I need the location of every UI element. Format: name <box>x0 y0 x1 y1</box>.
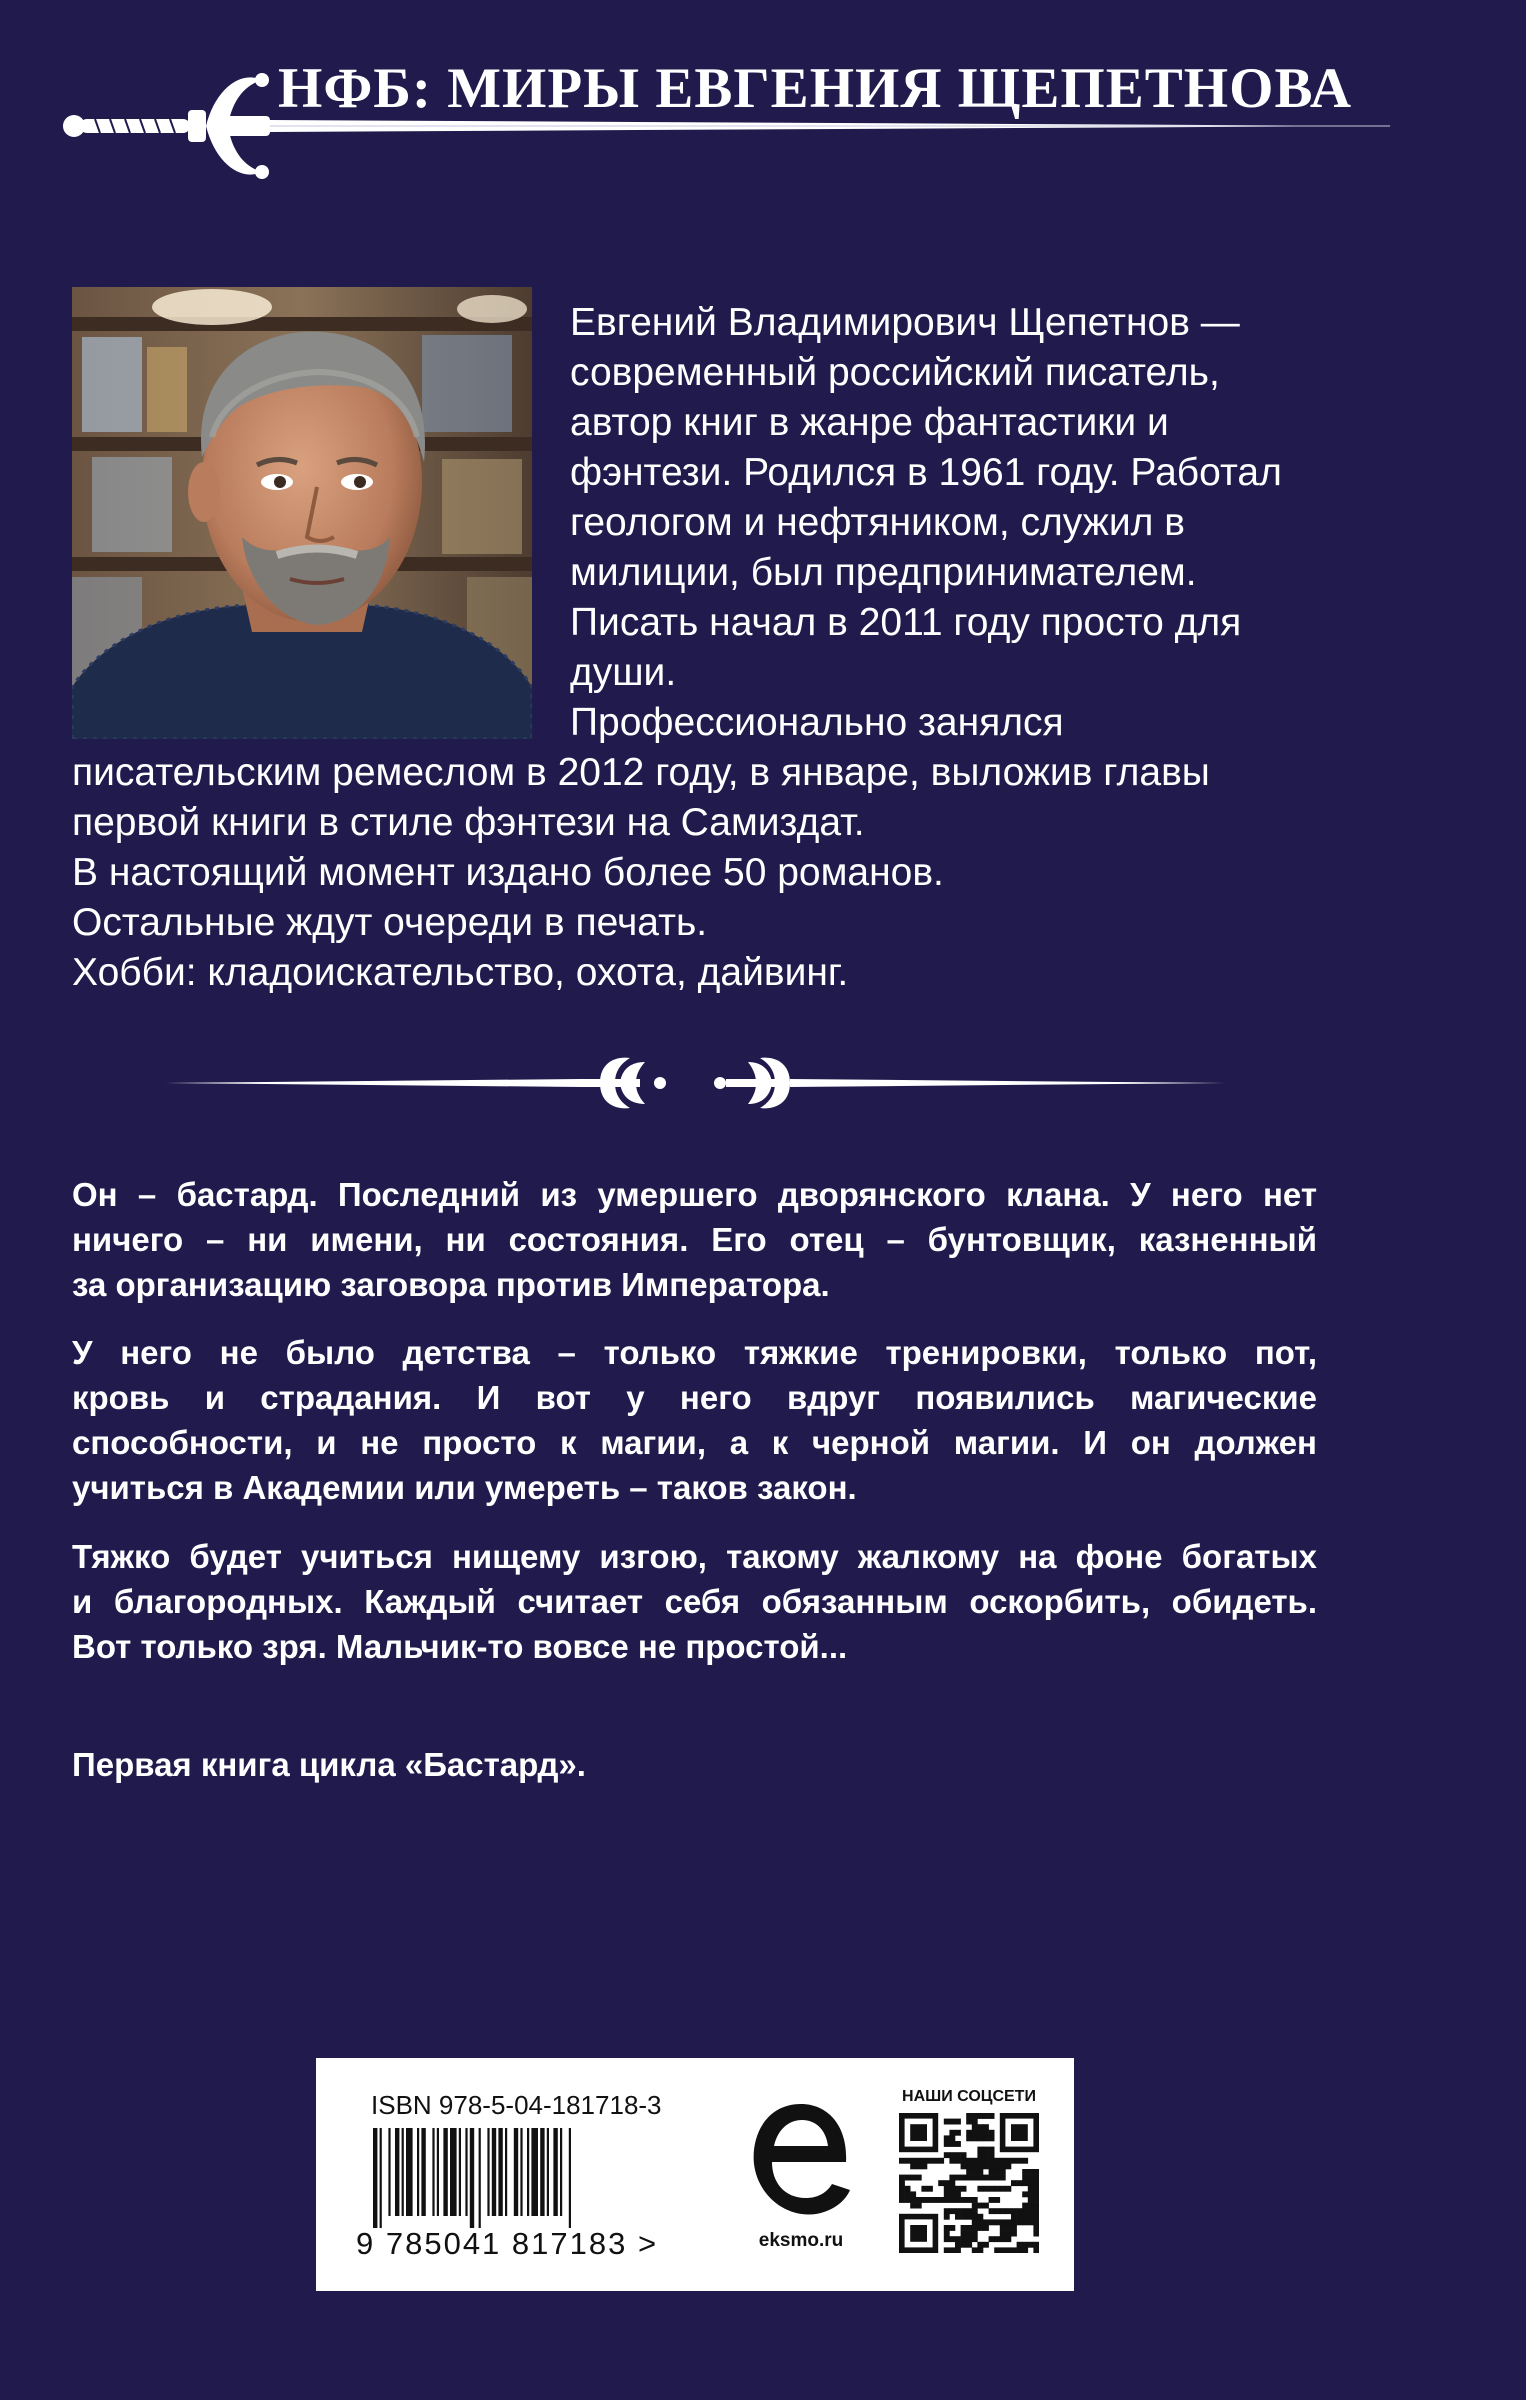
series-title: НФБ: МИРЫ ЕВГЕНИЯ ЩЕПЕТНОВА <box>278 57 1353 120</box>
annotation-line: кровь и страдания. И вот у него вдруг появились магические <box>72 1379 1317 1416</box>
barcode-panel <box>316 2058 1074 2291</box>
bio-line: фэнтези. Родился в 1961 году. Работал <box>570 451 1282 494</box>
social-label: НАШИ СОЦСЕТИ <box>902 2088 1036 2105</box>
bio-line: Писать начал в 2011 году просто для <box>570 601 1242 644</box>
bio-line: Остальные ждут очереди в печать. <box>72 901 708 944</box>
barcode-icon <box>371 2128 671 2228</box>
bio-line: Профессионально занялся <box>570 701 1064 744</box>
annotation-line: У него не было детства – только тяжкие тренировки, только пот, <box>72 1334 1317 1371</box>
qr-code-icon <box>899 2113 1039 2253</box>
series-note: Первая книга цикла «Бастард». <box>72 1746 586 1783</box>
annotation-line: и благородных. Каждый считает себя обязанным оскорбить, обидеть. <box>72 1583 1317 1620</box>
bio-line: автор книг в жанре фантастики и <box>570 401 1169 444</box>
annotation-paragraph <box>72 1330 1317 1510</box>
bio-line: писательским ремеслом в 2012 году, в январе, выложив главы <box>72 751 1210 794</box>
annotation-line: способности, и не просто к магии, а к черной магии. И он должен <box>72 1424 1317 1461</box>
annotation-line: Тяжко будет учиться нищему изгою, такому жалкому на фоне богатых <box>72 1538 1317 1575</box>
publisher-site: eksmo.ru <box>758 2230 844 2251</box>
annotation-line: ничего – ни имени, ни состояния. Его отец – бунтовщик, казненный <box>72 1221 1317 1258</box>
bio-line: души. <box>570 651 677 694</box>
annotation-line: учиться в Академии или умереть – таков закон. <box>72 1469 857 1506</box>
bio-line: современный российский писатель, <box>570 351 1220 394</box>
annotation-line: Вот только зря. Мальчик-то вовсе не простой... <box>72 1628 848 1665</box>
author-photo <box>72 287 532 739</box>
bio-line: милиции, был предпринимателем. <box>570 551 1197 594</box>
isbn-label: ISBN 978-5-04-181718-3 <box>371 2090 662 2120</box>
bio-line: Хобби: кладоискательство, охота, дайвинг. <box>72 951 849 994</box>
bio-line: геологом и нефтяником, служил в <box>570 501 1185 544</box>
ornamental-divider-icon <box>160 1048 1230 1118</box>
eksmo-logo-icon <box>746 2096 856 2226</box>
bio-line: Евгений Владимирович Щепетнов — <box>570 301 1240 344</box>
series-header <box>0 40 1526 190</box>
annotation-paragraph <box>72 1172 1317 1307</box>
annotation-line: за организацию заговора против Императора. <box>72 1266 830 1303</box>
barcode-digits: 9 785041 817183 > <box>356 2226 659 2261</box>
bio-line: В настоящий момент издано более 50 романов. <box>72 851 944 894</box>
annotation-paragraph <box>72 1534 1317 1669</box>
annotation-line: Он – бастард. Последний из умершего дворянского клана. У него нет <box>72 1176 1317 1213</box>
bio-line: первой книги в стиле фэнтези на Самиздат. <box>72 801 865 844</box>
